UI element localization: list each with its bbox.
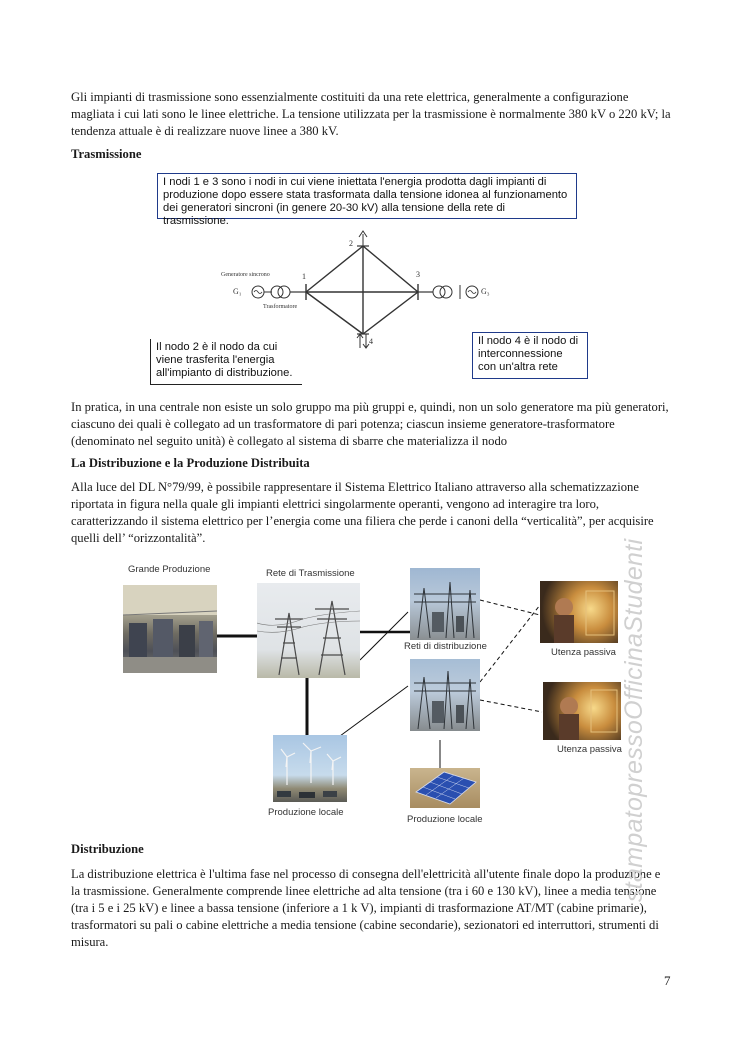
page-number: 7 (664, 973, 671, 988)
user-photo-2 (543, 682, 621, 740)
substation-photo-1 (410, 568, 480, 640)
paragraph-dlgs: Alla luce del DL N°79/99, è possibile rappresentare il Sistema Elettrico Italiano attraverso alla schematizzazione riportata in figura nella quale gli impianti elettrici singolarmente operanti, vengono ad interagire tra loro, caratterizzando il sistema elettrico per l’energia come una filiera che perde i canoni della “verticalità”, per acquisire quelli dell’ “orizzontalità”. (71, 480, 654, 545)
wind-farm-photo (273, 735, 347, 802)
paragraph-distribuzione: La distribuzione elettrica è l'ultima fase nel processo di consegna dell'elettricità all'utente finale dopo la produzione e la trasmissione. Generalmente comprende linee elettriche ad alta tensione (tra i 60 e 130 kV), linee a media tensione (tra i 5 e i 25 kV) e linee a bassa tensione (inferiore a 1 k V), impianti di trasformazione AT/MT (cabine primarie), trasformatori su pali o cabine elettriche a media tensione (cabine secondarie), sezionatori ed interruttori, strumenti di misura. (71, 867, 661, 949)
transmission-towers-photo (257, 583, 360, 678)
label-produzione-locale-2: Produzione locale (407, 814, 483, 825)
heading-trasmissione: Trasmissione (71, 147, 142, 161)
label-transformer: Trasformatore (263, 304, 298, 310)
note-node-4: Il nodo 4 è il nodo di interconnessione con un'altra rete (472, 332, 588, 379)
heading-distribuzione: Distribuzione (71, 842, 144, 856)
solar-panels-photo (410, 768, 480, 808)
label-utenza-passiva-1: Utenza passiva (551, 647, 616, 658)
label-produzione-locale-1: Produzione locale (268, 807, 344, 818)
label-g1: G₁ (233, 287, 242, 296)
power-plant-photo (123, 585, 217, 673)
paragraph-pratica: In pratica, in una centrale non esiste un solo gruppo ma più gruppi e, quindi, non un solo generatore ma più generatori, ciascuno dei quali è collegato ad un trasformatore di pari potenza; ciascun insieme generatore-trasformatore (denominato nel seguito unità) è collegato al sistema di sbarre che materializza il nodo (71, 400, 669, 448)
node-label-3: 3 (416, 270, 420, 279)
node-label-4: 4 (369, 337, 373, 346)
label-rete-trasmissione: Rete di Trasmissione (266, 568, 355, 579)
label-utenza-passiva-2: Utenza passiva (557, 744, 622, 755)
heading-distribuzione-produzione: La Distribuzione e la Produzione Distribuita (71, 456, 310, 470)
substation-photo-2 (410, 659, 480, 731)
label-generator: Generatore sincrono (221, 272, 270, 278)
user-photo-1 (540, 581, 618, 643)
watermark: stampatopressoOfficinaStudenti (620, 538, 648, 902)
node-label-1: 1 (302, 272, 306, 281)
label-reti-distribuzione: Reti di distribuzione (404, 641, 487, 652)
label-grande-produzione: Grande Produzione (128, 564, 211, 575)
label-g3: G₃ (481, 287, 490, 296)
note-nodes-1-3: I nodi 1 e 3 sono i nodi in cui viene iniettata l'energia prodotta dagli impianti di produzione dopo essere stata trasformata dalla tensione idonea al funzionamento dei generatori sincroni (in genere 20-30 kV) alla tensione della rete di trasmissione. (157, 173, 577, 219)
intro-paragraph: Gli impianti di trasmissione sono essenzialmente costituiti da una rete elettrica, generalmente a configurazione magliata i cui lati sono le linee elettriche. La tensione utilizzata per la trasmissione è normalmente 380 kV o 220 kV; la tendenza attuale è di realizzare nuove linee a 380 kV. (71, 90, 671, 138)
node-label-2: 2 (349, 239, 353, 248)
note-node-2: Il nodo 2 è il nodo da cui viene trasferita l'energia all'impianto di distribuzione. (150, 339, 302, 385)
